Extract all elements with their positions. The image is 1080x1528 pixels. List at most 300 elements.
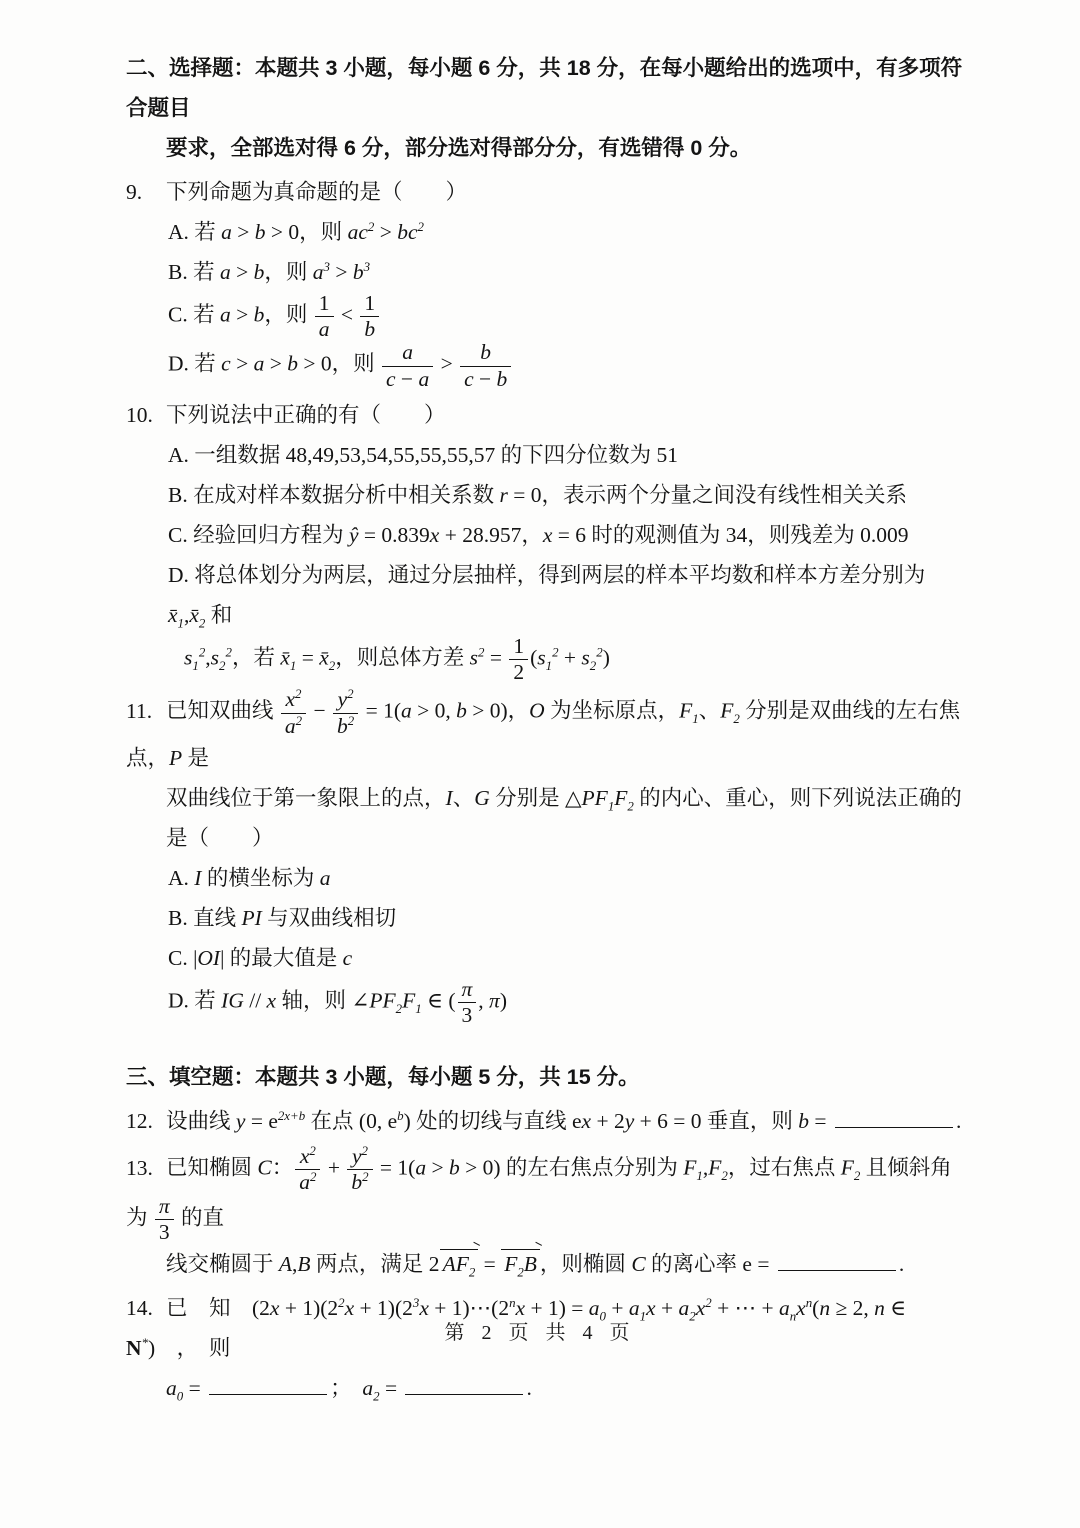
text: >: [374, 220, 398, 244]
math-variable: b: [287, 352, 298, 377]
math-variable: r: [499, 482, 508, 507]
fraction-denominator: [155, 1219, 174, 1244]
question-9-option-a: [126, 212, 966, 252]
text: ,: [205, 645, 211, 670]
superscript: 2: [705, 1295, 712, 1310]
subscript: 1: [696, 1169, 703, 1184]
text: B. 若: [168, 260, 220, 284]
section-blank-header: [126, 1057, 966, 1097]
question-10-option-d-line1: [126, 555, 966, 635]
question-11-stem-line1: [126, 688, 966, 777]
text: + 1) =: [525, 1296, 589, 1321]
question-11-option-a: [126, 858, 966, 898]
question-14-stem-line2: [126, 1368, 966, 1408]
subscript: 0: [176, 1389, 184, 1404]
subscript: 2: [468, 1265, 476, 1280]
text: B. 直线: [168, 905, 242, 930]
math-variable: F: [679, 698, 693, 723]
question-10-option-b: [126, 475, 966, 515]
text: >: [230, 302, 254, 327]
text: 且倾斜角为: [126, 1155, 952, 1230]
text: 分别是双曲线的左右焦点，: [126, 698, 961, 770]
subscript: 1: [177, 616, 184, 631]
subscript: 2: [721, 1169, 728, 1184]
fraction-numerator: [347, 1145, 372, 1169]
superscript: 2: [417, 219, 424, 234]
text: ,: [184, 602, 190, 627]
subscript: 1: [607, 799, 615, 814]
math-variable: y: [337, 687, 348, 712]
vector-overline: [501, 1249, 540, 1280]
superscript: 2: [309, 1144, 316, 1159]
superscript: 2: [198, 645, 206, 660]
text: +: [558, 645, 582, 670]
fraction: [458, 978, 477, 1027]
math-variable: x: [695, 1296, 706, 1321]
math-variable: AF: [442, 1252, 469, 1277]
math-variable: a: [166, 1376, 177, 1401]
text: −: [308, 698, 331, 723]
math-variable: b: [480, 340, 492, 365]
math-variable: a: [418, 366, 430, 391]
text: −: [473, 366, 497, 391]
text: ): [602, 645, 610, 670]
text: A.: [168, 865, 195, 890]
math-variable: y: [235, 1109, 246, 1134]
fraction-denominator: [281, 713, 306, 738]
fraction-numerator: [458, 978, 477, 1002]
text: 1: [318, 291, 330, 315]
text: .: [898, 1252, 905, 1277]
fraction-numerator: [333, 688, 358, 712]
subscript: n: [789, 1309, 797, 1324]
superscript: 2: [596, 645, 603, 660]
answer-blank: [405, 1389, 523, 1395]
math-variable: a: [219, 260, 231, 284]
text: =: [296, 645, 320, 670]
text: ，则总体方差: [335, 645, 470, 670]
math-variable: O: [529, 698, 545, 723]
fraction-denominator: [382, 366, 433, 391]
math-variable: b: [352, 260, 364, 284]
superscript: b: [397, 1109, 404, 1124]
math-variable: b: [351, 1170, 363, 1195]
text: >: [426, 1155, 449, 1180]
text: ): [499, 988, 507, 1013]
text: C. 若: [168, 302, 220, 327]
fraction-numerator: [382, 341, 433, 365]
math-variable: G: [474, 785, 490, 810]
text: 为坐标原点，: [544, 698, 680, 723]
text: (: [530, 645, 538, 670]
math-variable: x: [299, 1144, 310, 1169]
math-variable: bc: [397, 220, 418, 244]
math-variable: F: [504, 1252, 518, 1277]
math-variable: x̄: [168, 602, 178, 627]
text: ,: [702, 1155, 709, 1180]
fraction: [281, 688, 306, 737]
superscript: 2: [225, 645, 232, 660]
text: = 6 时的观测值为 34，则残差为 0.009: [552, 522, 909, 547]
text: 3: [158, 1219, 170, 1244]
text: 分别是 △: [489, 785, 582, 810]
math-variable: s: [210, 645, 220, 670]
math-variable: a: [400, 698, 412, 723]
question-number: 11.: [126, 698, 153, 723]
text: >: [264, 352, 288, 377]
fraction-numerator: [295, 1145, 320, 1169]
question-number: 9.: [126, 180, 143, 204]
superscript: 2: [310, 1170, 317, 1185]
fraction: [360, 292, 379, 341]
math-variable: PF: [369, 988, 396, 1013]
subscript: 0: [599, 1309, 606, 1324]
fraction-denominator: [347, 1169, 372, 1194]
fraction-denominator: [360, 316, 379, 341]
superscript: n: [805, 1295, 813, 1310]
text: 两点，满足 2: [310, 1252, 440, 1277]
math-variable: x: [266, 988, 277, 1013]
section-choice-header-line2: [126, 128, 966, 168]
text: > 0,: [411, 698, 457, 723]
answer-blank: [835, 1122, 953, 1128]
math-variable: s: [537, 645, 546, 670]
text: =: [809, 1109, 832, 1134]
text: ,: [478, 988, 490, 1013]
math-variable: PI: [241, 905, 262, 930]
text: >: [329, 260, 353, 284]
superscript: 3: [412, 1295, 420, 1310]
text: 下列说法中正确的有（ ）: [166, 402, 446, 427]
math-variable: b: [364, 317, 376, 342]
text: ，则椭圆: [539, 1252, 632, 1277]
math-variable: C: [631, 1252, 646, 1277]
question-13-stem-line1: [126, 1145, 966, 1244]
question-number: 13.: [126, 1155, 153, 1180]
text: 1: [513, 633, 525, 658]
text: > 0，则: [265, 220, 348, 244]
text: ，过右焦点: [727, 1155, 841, 1180]
math-variable: x: [515, 1296, 526, 1321]
math-variable: x: [581, 1109, 592, 1134]
fraction-denominator: [458, 1002, 477, 1027]
text: 是: [182, 745, 210, 770]
math-variable: F: [720, 698, 734, 723]
text: +: [322, 1155, 346, 1180]
question-13-stem-line2: [126, 1244, 966, 1284]
math-variable: s: [184, 645, 193, 670]
math-set-symbol: N: [126, 1336, 142, 1361]
text: ，则: [264, 302, 313, 327]
math-variable: n: [874, 1296, 885, 1321]
text: +: [655, 1296, 679, 1321]
subscript: 2: [853, 1169, 861, 1184]
fraction-numerator: [281, 688, 306, 712]
math-variable: x̄: [319, 645, 329, 670]
subscript: 2: [517, 1265, 524, 1280]
math-variable: s: [581, 645, 590, 670]
math-variable: a: [362, 1376, 374, 1401]
superscript: 2x+b: [277, 1109, 306, 1124]
fraction: [347, 1145, 372, 1194]
math-variable: B: [523, 1252, 537, 1277]
text: 、: [698, 698, 721, 723]
text: 、: [452, 785, 475, 810]
math-variable: a: [253, 352, 265, 377]
subscript: 1: [692, 712, 699, 727]
text: >: [231, 220, 255, 244]
math-variable: x: [796, 1296, 806, 1321]
math-variable: P: [169, 745, 183, 770]
fraction-denominator: [509, 659, 528, 684]
math-variable: ac: [347, 220, 368, 244]
text: C. 经验回归方程为: [168, 522, 349, 547]
math-variable: π: [461, 976, 473, 1001]
math-variable: s: [469, 645, 478, 670]
subscript: 2: [373, 1389, 380, 1404]
math-variable: PF: [581, 785, 608, 810]
text: 的离心率 e =: [645, 1252, 775, 1277]
math-variable: c: [342, 945, 353, 970]
superscript: 2: [295, 687, 302, 702]
text: 的内心、重心，则下列说法正确的是（ ）: [166, 785, 962, 850]
subscript: 2: [589, 658, 597, 673]
text: = 1(: [360, 698, 401, 723]
superscript: n: [509, 1295, 516, 1310]
fraction: [295, 1145, 320, 1194]
math-variable: y: [624, 1109, 635, 1134]
math-variable: a: [778, 1296, 790, 1321]
fraction-denominator: [315, 316, 334, 341]
question-11-stem-line2: [126, 778, 966, 858]
text: 三、填空题：本题共 3 小题，每小题 5 分，共 15 分。: [126, 1065, 640, 1090]
fraction-numerator: [460, 341, 511, 365]
text: ∈: [884, 1296, 907, 1321]
question-10-option-a: [126, 435, 966, 475]
math-variable: A: [278, 1252, 293, 1277]
math-variable: F: [683, 1155, 697, 1180]
fraction-numerator: [315, 292, 334, 316]
math-variable: b: [254, 220, 266, 244]
text: 2: [513, 660, 525, 685]
math-variable: π: [158, 1193, 170, 1218]
superscript: 2: [347, 687, 354, 702]
text: 的直: [175, 1205, 225, 1230]
text: <: [335, 302, 359, 327]
subscript: 1: [289, 658, 297, 673]
text: 设曲线: [166, 1109, 236, 1134]
text: 下列命题为真命题的是（ ）: [166, 180, 468, 204]
math-variable: I: [445, 785, 453, 810]
section-choice-header-line1: [126, 48, 966, 128]
fraction-denominator: [295, 1169, 320, 1194]
fraction-numerator: [155, 1195, 174, 1219]
text: ，则: [264, 260, 313, 284]
text: (: [812, 1296, 820, 1321]
text: + 1)⋯(2: [428, 1296, 510, 1321]
subscript: 1: [545, 658, 553, 673]
math-variable: F: [708, 1155, 722, 1180]
text: 双曲线位于第一象限上的点，: [166, 785, 446, 810]
question-number: 10.: [126, 402, 153, 427]
text: =: [478, 1252, 502, 1277]
text: .: [526, 1376, 532, 1401]
question-number: 14.: [126, 1296, 153, 1321]
question-11-option-b: [126, 898, 966, 938]
math-variable: c: [464, 366, 474, 391]
math-variable: B: [297, 1252, 311, 1277]
text: ；: [330, 1376, 363, 1401]
text: ) ， 则: [147, 1336, 231, 1361]
text: A. 若: [168, 220, 222, 244]
text: 的横坐标为: [201, 865, 320, 890]
question-number: 12.: [126, 1109, 153, 1134]
math-variable: x: [344, 1296, 355, 1321]
fraction: [315, 292, 334, 341]
superscript: 2: [552, 645, 559, 660]
text: +: [605, 1296, 629, 1321]
math-variable: C: [257, 1155, 272, 1180]
vector-overline: [440, 1249, 479, 1280]
math-variable: a: [318, 317, 330, 342]
math-variable: a: [628, 1296, 640, 1321]
math-variable: a: [219, 302, 231, 327]
text: ：: [271, 1155, 294, 1180]
text: =: [183, 1376, 207, 1401]
text: 与双曲线相切: [261, 905, 397, 930]
text: ，若: [231, 645, 281, 670]
text: + ⋯ +: [711, 1296, 779, 1321]
text: = 1(: [374, 1155, 416, 1180]
text: 已知椭圆: [166, 1155, 258, 1180]
math-variable: y: [351, 1144, 362, 1169]
text: + 6 = 0 垂直，则: [634, 1109, 799, 1134]
question-10-option-c: [126, 515, 966, 555]
text: ,: [292, 1252, 298, 1277]
text: //: [243, 988, 267, 1013]
math-variable: b: [798, 1109, 810, 1134]
text: 轴，则 ∠: [276, 988, 370, 1013]
text: + 2: [591, 1109, 625, 1134]
text: 已知双曲线: [166, 698, 279, 723]
fraction: [460, 341, 511, 390]
math-variable: c: [221, 352, 231, 377]
question-10-option-d-line2: [126, 635, 966, 684]
text: 二、选择题：本题共 3 小题，每小题 6 分，共 18 分，在每小题给出的选项中，有多项符合题目: [126, 56, 963, 120]
fraction: [382, 341, 433, 390]
text: = 0，表示两个分量之间没有线性相关关系: [507, 482, 907, 507]
math-variable: a: [588, 1296, 600, 1321]
math-variable: a: [319, 865, 331, 890]
fraction-numerator: [360, 292, 379, 316]
text: −: [395, 366, 419, 391]
text: B. 在成对样本数据分析中相关系数: [168, 482, 500, 507]
document-body: [126, 48, 966, 1408]
text: > 0) 的左右焦点分别为: [459, 1155, 684, 1180]
text: 和: [205, 602, 233, 627]
math-variable: x: [285, 687, 296, 712]
text: >: [435, 352, 459, 377]
math-variable: a: [415, 1155, 427, 1180]
math-variable: a: [284, 713, 296, 738]
math-variable: b: [253, 260, 265, 284]
math-variable: x̄: [189, 602, 199, 627]
fraction-numerator: [509, 635, 528, 659]
math-variable: OI: [197, 945, 221, 970]
math-variable: F: [840, 1155, 854, 1180]
superscript: 2: [477, 645, 485, 660]
subscript: 1: [415, 1001, 422, 1016]
superscript: 2: [347, 713, 355, 728]
text: + 1)(2: [354, 1296, 413, 1321]
subscript: 1: [192, 658, 199, 673]
math-variable: F: [402, 988, 416, 1013]
text: = e: [245, 1109, 278, 1134]
math-variable: x: [542, 522, 553, 547]
subscript: 2: [198, 616, 206, 631]
math-variable: b: [456, 698, 467, 723]
question-11-option-c: [126, 938, 966, 978]
superscript: 2: [362, 1170, 369, 1185]
fraction: [333, 688, 358, 737]
math-variable: x: [269, 1296, 280, 1321]
math-variable: F: [614, 785, 628, 810]
text: ≥ 2,: [830, 1296, 875, 1321]
text: > 0)，: [466, 698, 530, 723]
superscript: *: [141, 1335, 148, 1350]
text: + 28.957，: [439, 522, 543, 547]
text: >: [230, 260, 254, 284]
text: 在点 (0, e: [305, 1109, 398, 1134]
math-variable: b: [448, 1155, 460, 1180]
text: =: [484, 645, 508, 670]
superscript: 2: [367, 219, 375, 234]
math-variable: a: [299, 1170, 310, 1195]
fraction-denominator: [460, 366, 511, 391]
math-variable: b: [336, 713, 348, 738]
page-footer: 第 2 页 共 4 页: [444, 1322, 636, 1344]
question-9-stem: [126, 172, 966, 212]
fraction-denominator: [333, 713, 358, 738]
math-variable: x: [646, 1296, 656, 1321]
question-11-option-d: [126, 978, 966, 1027]
math-variable: a: [312, 260, 324, 284]
text: =: [379, 1376, 403, 1401]
text: A. 一组数据 48,49,53,54,55,55,55,57 的下四分位数为 51: [168, 442, 679, 467]
text: .: [955, 1109, 962, 1134]
question-9-option-c: [126, 292, 966, 341]
text: ) 处的切线与直线 e: [403, 1109, 582, 1134]
math-variable: b: [496, 366, 508, 391]
superscript: 2: [295, 713, 303, 728]
math-variable: c: [386, 366, 396, 391]
math-variable: a: [678, 1296, 690, 1321]
text: 线交椭圆于: [166, 1252, 279, 1277]
text: | 的最大值是: [220, 945, 343, 970]
subscript: 2: [219, 658, 226, 673]
question-9-option-b: [126, 252, 966, 292]
superscript: 3: [363, 259, 371, 274]
math-variable: IG: [221, 988, 244, 1013]
math-variable: x̄: [280, 645, 290, 670]
math-variable: x: [429, 522, 440, 547]
question-10-stem: [126, 395, 966, 435]
answer-blank: [778, 1265, 896, 1271]
question-12-stem: [126, 1101, 966, 1141]
text: 3: [461, 1002, 473, 1027]
math-variable: x: [419, 1296, 429, 1321]
math-variable: b: [253, 302, 265, 327]
